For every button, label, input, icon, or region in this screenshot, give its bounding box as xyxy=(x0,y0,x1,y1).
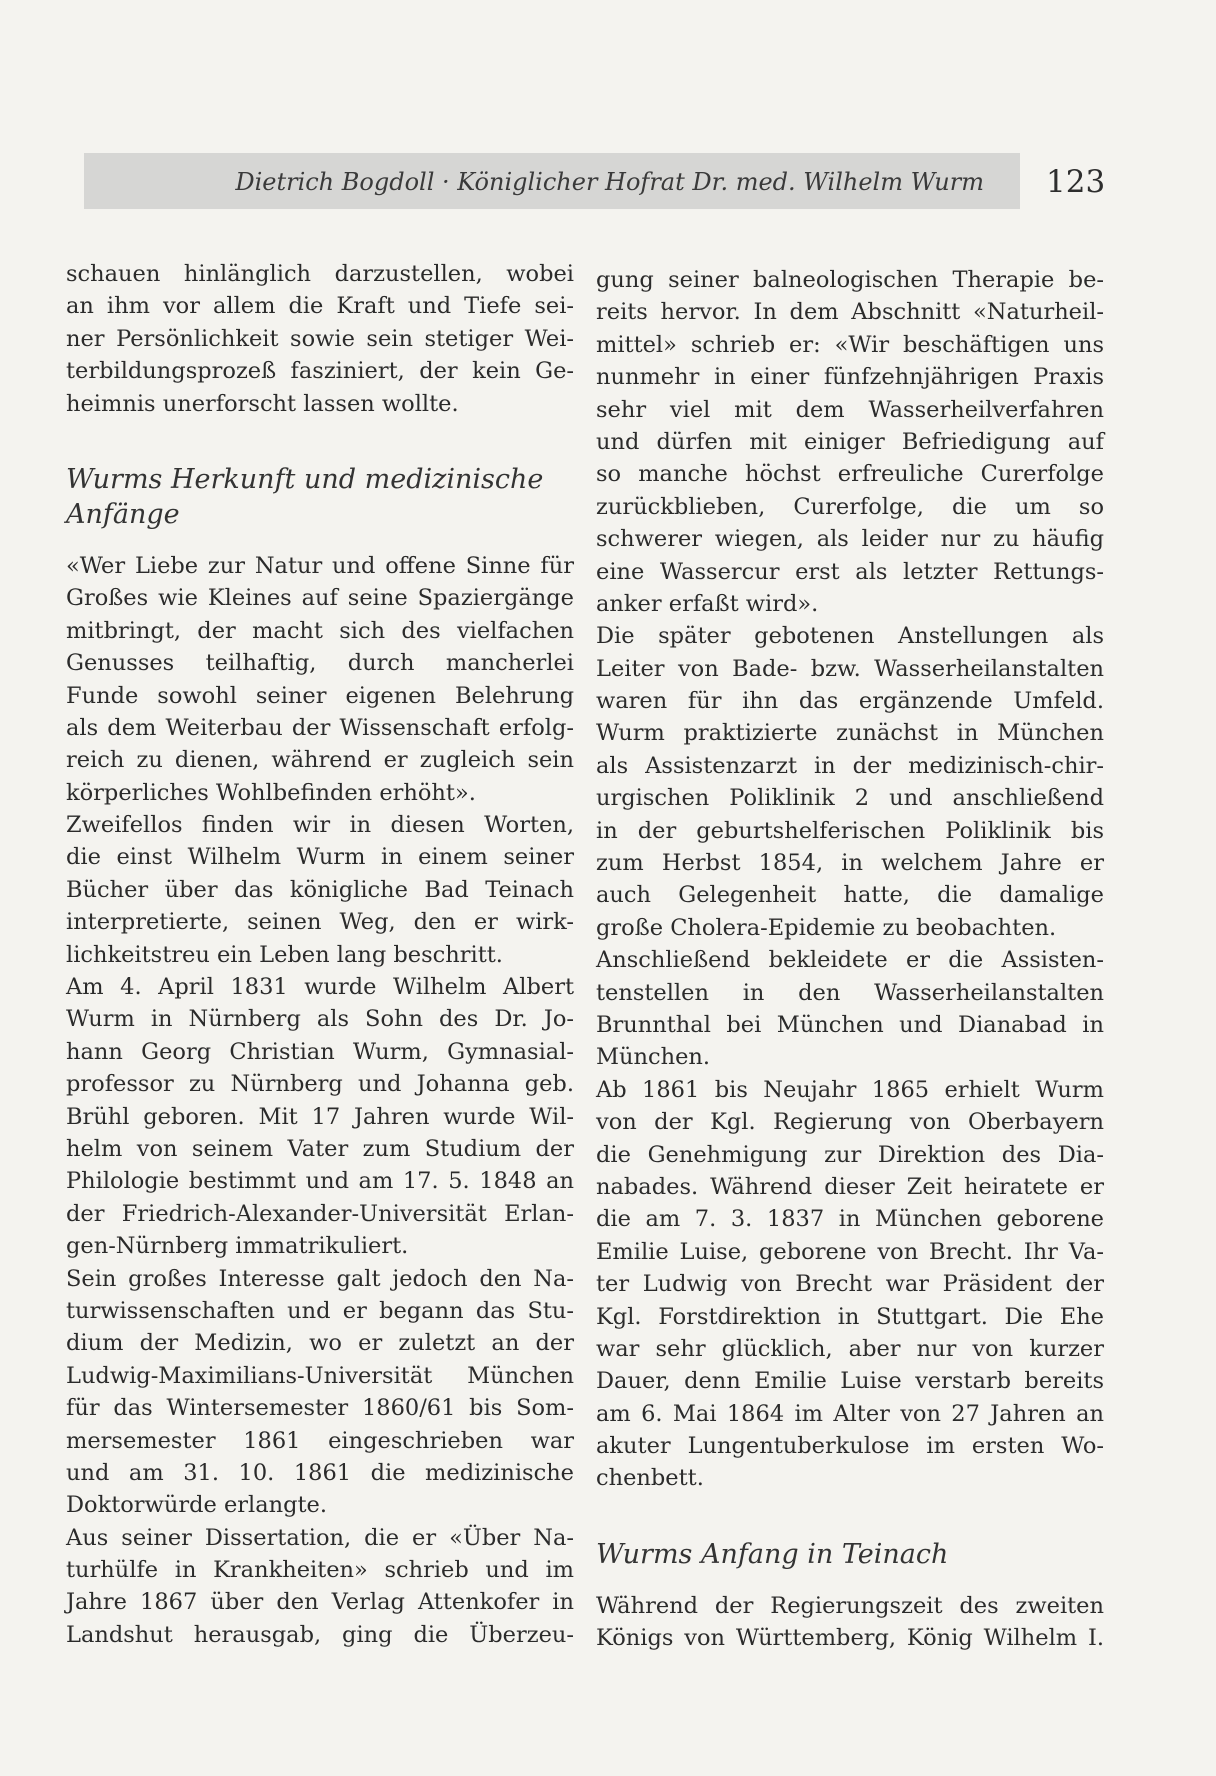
paragraph xyxy=(596,1590,1104,1655)
paragraph xyxy=(596,944,1104,1074)
text-line: und dürfen mit einiger Befriedigung auf xyxy=(596,428,1104,455)
text-line: an ihm vor allem die Kraft und Tiefe sei- xyxy=(66,293,574,320)
text-line: Dauer, denn Emilie Luise verstarb bereits xyxy=(596,1368,1104,1395)
heading-line: Wurms Herkunft und medizinische xyxy=(66,463,544,495)
text-line: gen-Nürnberg immatrikuliert. xyxy=(66,1233,409,1260)
paragraph xyxy=(66,550,574,809)
text-line: Zweifellos finden wir in diesen Worten, xyxy=(66,812,574,839)
paragraph xyxy=(66,258,574,420)
paragraph xyxy=(66,1263,574,1522)
text-line: Ab 1861 bis Neujahr 1865 erhielt Wurm xyxy=(596,1076,1104,1103)
page-number: 123 xyxy=(1046,164,1106,200)
paragraph xyxy=(596,620,1104,944)
text-line: lichkeitstreu ein Leben lang beschritt. xyxy=(66,941,503,968)
text-line: heimnis unerforscht lassen wollte. xyxy=(66,390,459,417)
text-line: von der Kgl. Regierung von Oberbayern xyxy=(596,1109,1104,1136)
text-line: reich zu dienen, während er zugleich sein xyxy=(66,747,574,774)
text-line: reits hervor. In dem Abschnitt «Naturheil- xyxy=(596,299,1104,326)
text-line: die einst Wilhelm Wurm in einem seiner xyxy=(66,844,574,871)
text-line: der Friedrich-Alexander-Universität Erlan- xyxy=(66,1200,574,1227)
text-line: terbildungsprozeß fasziniert, der kein Ge- xyxy=(66,358,574,385)
text-line: Die später gebotenen Anstellungen als xyxy=(596,623,1104,650)
text-line: urgischen Poliklinik 2 und anschließend xyxy=(596,785,1104,812)
heading-line: Anfänge xyxy=(66,498,180,530)
right-column xyxy=(596,264,1104,1655)
text-line: mersemester 1861 eingeschrieben war xyxy=(66,1427,574,1454)
text-line: Ludwig-Maximilians-Universität München xyxy=(66,1362,574,1389)
text-line: Leiter von Bade- bzw. Wasserheilanstalten xyxy=(596,655,1104,682)
text-line: Philologie bestimmt und am 17. 5. 1848 an xyxy=(66,1168,574,1195)
paragraph xyxy=(596,264,1104,620)
section-heading xyxy=(66,462,574,532)
text-line: professor zu Nürnberg und Johanna geb. xyxy=(66,1071,574,1098)
text-line: große Cholera-Epidemie zu beobachten. xyxy=(596,914,1057,941)
text-line: dium der Medizin, wo er zuletzt an der xyxy=(66,1330,574,1357)
text-line: Anschließend bekleidete er die Assisten- xyxy=(596,947,1104,974)
text-line: schwerer wiegen, als leider nur zu häufig xyxy=(596,526,1104,553)
text-line: Brunnthal bei München und Dianabad in xyxy=(596,1011,1104,1038)
text-line: ner Persönlichkeit sowie sein stetiger Wei- xyxy=(66,325,574,352)
text-line: chenbett. xyxy=(596,1465,704,1492)
text-line: waren für ihn das ergänzende Umfeld. xyxy=(596,688,1104,715)
text-line: Genusses teilhaftig, durch mancherlei xyxy=(66,650,574,677)
text-line: körperliches Wohlbefinden erhöht». xyxy=(66,779,476,806)
text-line: Funde sowohl seiner eigenen Belehrung xyxy=(66,682,574,709)
text-line: Königs von Württemberg, König Wilhelm I. xyxy=(596,1625,1104,1652)
paragraph xyxy=(66,1522,574,1652)
text-line: zurückblieben, Curerfolge, die um so xyxy=(596,493,1104,520)
text-line: Kgl. Forstdirektion in Stuttgart. Die Ehe xyxy=(596,1303,1104,1330)
text-line: Wurm in Nürnberg als Sohn des Dr. Jo- xyxy=(66,1006,574,1033)
text-line: war sehr glücklich, aber nur von kurzer xyxy=(596,1335,1104,1362)
text-line: helm von seinem Vater zum Studium der xyxy=(66,1135,574,1162)
text-line: schauen hinlänglich darzustellen, wobei xyxy=(66,261,574,287)
text-line: Bücher über das königliche Bad Teinach xyxy=(66,876,574,903)
text-line: nabades. Während dieser Zeit heiratete er xyxy=(596,1173,1104,1200)
text-line: nunmehr in einer fünfzehnjährigen Praxis xyxy=(596,364,1104,391)
text-line: Emilie Luise, geborene von Brecht. Ihr Va- xyxy=(596,1238,1104,1265)
text-line: die Genehmigung zur Direktion des Dia- xyxy=(596,1141,1104,1168)
text-line: für das Wintersemester 1860/61 bis Som- xyxy=(66,1395,574,1422)
section-heading xyxy=(596,1537,1104,1572)
text-line: ter Ludwig von Brecht war Präsident der xyxy=(596,1271,1104,1298)
text-line: Doktorwürde erlangte. xyxy=(66,1492,328,1519)
text-line: Landshut herausgab, ging die Überzeu- xyxy=(66,1621,574,1648)
text-line: Sein großes Interesse galt jedoch den Na- xyxy=(66,1265,574,1292)
text-line: Während der Regierungszeit des zweiten xyxy=(596,1592,1104,1619)
text-line: Aus seiner Dissertation, die er «Über Na- xyxy=(66,1524,574,1551)
text-line: tenstellen in den Wasserheilanstalten xyxy=(596,979,1104,1006)
text-line: gung seiner balneologischen Therapie be- xyxy=(596,267,1104,293)
text-line: «Wer Liebe zur Natur und offene Sinne für xyxy=(66,552,574,579)
paragraph xyxy=(66,809,574,971)
text-line: turwissenschaften und er begann das Stu- xyxy=(66,1297,574,1324)
paragraph xyxy=(66,971,574,1263)
text-line: so manche höchst erfreuliche Curerfolge xyxy=(596,461,1104,488)
text-line: Brühl geboren. Mit 17 Jahren wurde Wil- xyxy=(66,1103,574,1130)
text-line: Wurm praktizierte zunächst in München xyxy=(596,720,1104,747)
text-line: zum Herbst 1854, in welchem Jahre er xyxy=(596,850,1104,877)
text-line: eine Wassercur erst als letzter Rettungs- xyxy=(596,558,1104,585)
text-line: als dem Weiterbau der Wissenschaft erfolg- xyxy=(66,714,574,741)
text-line: am 6. Mai 1864 im Alter von 27 Jahren an xyxy=(596,1400,1104,1427)
text-line: auch Gelegenheit hatte, die damalige xyxy=(596,882,1104,909)
text-line: sehr viel mit dem Wasserheilverfahren xyxy=(596,396,1104,423)
text-line: hann Georg Christian Wurm, Gymnasial- xyxy=(66,1038,574,1065)
text-line: Jahre 1867 über den Verlag Attenkofer in xyxy=(66,1589,574,1616)
text-line: akuter Lungentuberkulose im ersten Wo- xyxy=(596,1433,1104,1460)
text-line: interpretierte, seinen Weg, den er wirk- xyxy=(66,909,574,936)
text-line: anker erfaßt wird». xyxy=(596,590,819,617)
running-head: Dietrich Bogdoll · Königlicher Hofrat Dr. med. Wilhelm Wurm xyxy=(235,168,984,196)
text-line: in der geburtshelferischen Poliklinik bis xyxy=(596,817,1104,844)
text-line: und am 31. 10. 1861 die medizinische xyxy=(66,1459,574,1486)
text-line: mitbringt, der macht sich des vielfachen xyxy=(66,617,574,644)
text-line: Großes wie Kleines auf seine Spaziergänge xyxy=(66,585,574,612)
text-line: turhülfe in Krankheiten» schrieb und im xyxy=(66,1557,574,1584)
text-line: Am 4. April 1831 wurde Wilhelm Albert xyxy=(66,974,574,1001)
text-line: als Assistenzarzt in der medizinisch-chir- xyxy=(596,752,1104,779)
heading-line: Wurms Anfang in Teinach xyxy=(596,1538,949,1570)
text-line: mittel» schrieb er: «Wir beschäftigen uns xyxy=(596,331,1104,358)
text-line: München. xyxy=(596,1044,711,1071)
text-line: die am 7. 3. 1837 in München geborene xyxy=(596,1206,1104,1233)
paragraph xyxy=(596,1074,1104,1495)
left-column xyxy=(66,258,574,1651)
